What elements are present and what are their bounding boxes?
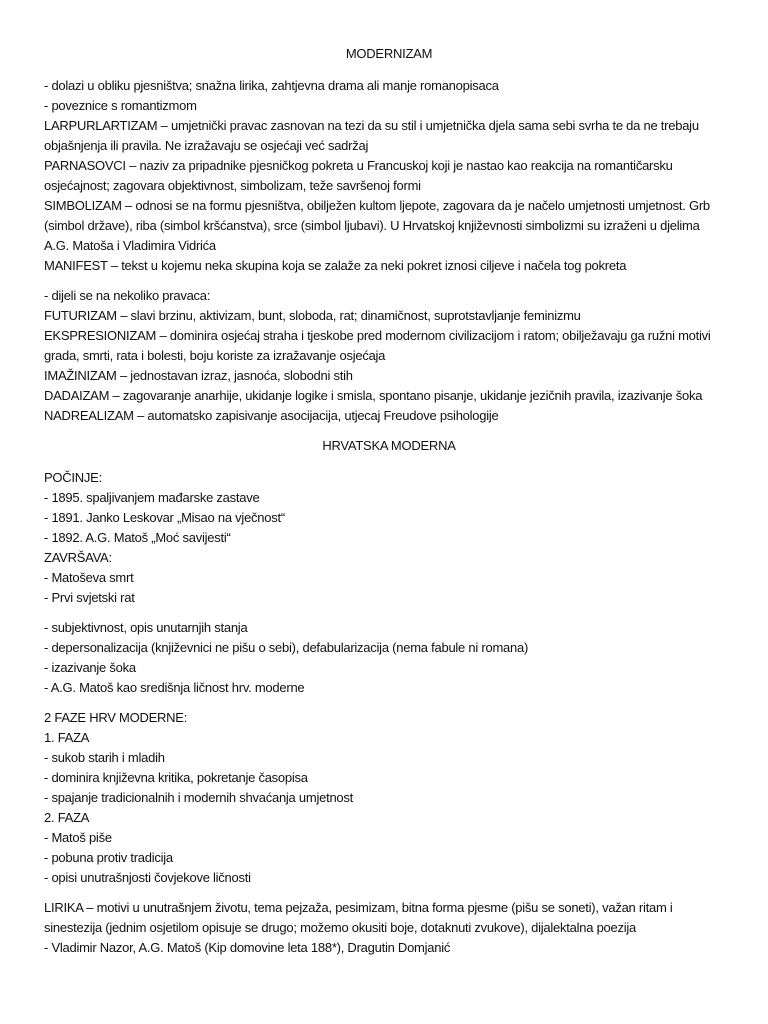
text-line: - Matoševa smrt bbox=[44, 570, 134, 585]
text-line: - subjektivnost, opis unutarnjih stanja bbox=[44, 620, 248, 635]
section-lirika bbox=[44, 898, 734, 958]
document-title: MODERNIZAM bbox=[345, 46, 433, 61]
text-line: 2. FAZA bbox=[44, 810, 90, 825]
section-pocetak-kraj bbox=[44, 468, 734, 608]
section-faze bbox=[44, 708, 734, 888]
text-line: PARNASOVCI – naziv za pripadnike pjesničkog pokreta u Francuskoj koji je nastao kao reakcija na romantičarsku bbox=[44, 158, 673, 173]
section-pravci bbox=[44, 286, 734, 426]
section-modernizam-definitions bbox=[44, 76, 734, 276]
text-line: - pobuna protiv tradicija bbox=[44, 850, 173, 865]
text-line: POČINJE: bbox=[44, 470, 102, 485]
text-line: NADREALIZAM – automatsko zapisivanje asocijacija, utjecaj Freudove psihologije bbox=[44, 408, 499, 423]
text-line: - dijeli se na nekoliko pravaca: bbox=[44, 288, 211, 303]
document-page bbox=[44, 44, 734, 968]
text-line: - Vladimir Nazor, A.G. Matoš (Kip domovine leta 188*), Dragutin Domjanić bbox=[44, 940, 451, 955]
text-line: FUTURIZAM – slavi brzinu, aktivizam, bunt, sloboda, rat; dinamičnost, suprotstavljanje feminizmu bbox=[44, 308, 581, 323]
text-line: IMAŽINIZAM – jednostavan izraz, jasnoća, slobodni stih bbox=[44, 368, 353, 383]
text-line: (simbol države), riba (simbol kršćanstva), srce (simbol ljubavi). U Hrvatskoj književnosti simbolizmi su izraženi u djelima bbox=[44, 218, 700, 233]
text-line: - 1891. Janko Leskovar „Misao na vječnost“ bbox=[44, 510, 285, 525]
text-line: - sukob starih i mladih bbox=[44, 750, 165, 765]
text-line: LIRIKA – motivi u unutrašnjem životu, tema pejzaža, pesimizam, bitna forma pjesme (pišu se soneti), važan ritam i bbox=[44, 900, 673, 915]
text-line: - poveznice s romantizmom bbox=[44, 98, 197, 113]
text-line: - depersonalizacija (književnici ne pišu o sebi), defabularizacija (nema fabule ni romana) bbox=[44, 640, 529, 655]
text-line: - dominira književna kritika, pokretanje časopisa bbox=[44, 770, 308, 785]
text-line: DADAIZAM – zagovaranje anarhije, ukidanje logike i smisla, spontano pisanje, ukidanje jezičnih pravila, izazivanje šoka bbox=[44, 388, 703, 403]
text-line: 2 FAZE HRV MODERNE: bbox=[44, 710, 188, 725]
text-line: objašnjenja ili pravila. Ne izražavaju se osjećaji već sadržaj bbox=[44, 138, 369, 153]
text-line: sinestezija (jednim osjetilom opisuje se drugo; možemo okusiti boje, dotaknuti zvukove), dijalektalna poezija bbox=[44, 920, 637, 935]
text-line: 1. FAZA bbox=[44, 730, 90, 745]
text-line: MANIFEST – tekst u kojemu neka skupina koja se zalaže za neki pokret iznosi ciljeve i načela tog pokreta bbox=[44, 258, 627, 273]
text-line: - opisi unutrašnjosti čovjekove ličnosti bbox=[44, 870, 251, 885]
text-line: - 1892. A.G. Matoš „Moć savijesti“ bbox=[44, 530, 231, 545]
text-line: - A.G. Matoš kao središnja ličnost hrv. moderne bbox=[44, 680, 305, 695]
text-line: - 1895. spaljivanjem mađarske zastave bbox=[44, 490, 260, 505]
text-line: A.G. Matoša i Vladimira Vidrića bbox=[44, 238, 216, 253]
text-line: - izazivanje šoka bbox=[44, 660, 136, 675]
text-line: - spajanje tradicionalnih i modernih shvaćanja umjetnost bbox=[44, 790, 354, 805]
text-line: osjećajnost; zagovara objektivnost, simbolizam, teže savršenoj formi bbox=[44, 178, 421, 193]
text-line: - Prvi svjetski rat bbox=[44, 590, 135, 605]
text-line: EKSPRESIONIZAM – dominira osjećaj straha i tjeskobe pred modernom civilizacijom i ratom; obilježavaju ga ružni motivi bbox=[44, 328, 711, 343]
text-line: - Matoš piše bbox=[44, 830, 112, 845]
section-obiljezja bbox=[44, 618, 734, 698]
text-line: ZAVRŠAVA: bbox=[44, 550, 112, 565]
text-line: SIMBOLIZAM – odnosi se na formu pjesništva, obilježen kultom ljepote, zagovara da je načelo umjetnosti umjetnost. Grb bbox=[44, 198, 710, 213]
text-line: LARPURLARTIZAM – umjetnički pravac zasnovan na tezi da su stil i umjetnička djela sama sebi svrha te da ne trebaju bbox=[44, 118, 699, 133]
text-line: grada, smrti, rata i bolesti, boju koriste za izražavanje osjećaja bbox=[44, 348, 386, 363]
text-line: - dolazi u obliku pjesništva; snažna lirika, zahtjevna drama ali manje romanopisaca bbox=[44, 78, 499, 93]
section-heading: HRVATSKA MODERNA bbox=[322, 438, 456, 453]
